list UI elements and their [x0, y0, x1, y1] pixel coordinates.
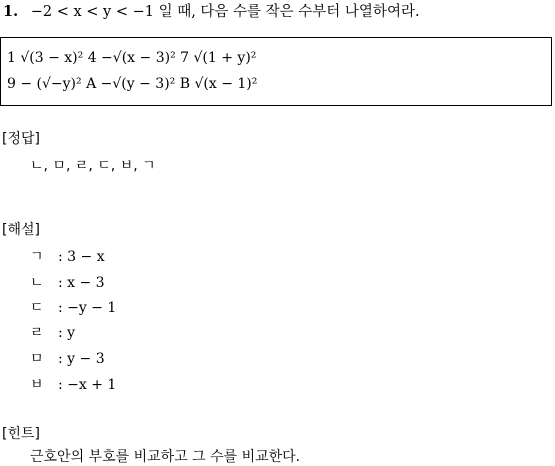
hint-heading: [힌트]	[2, 426, 40, 442]
explanation-heading: [해설]	[2, 222, 40, 238]
answer-heading: [정답]	[2, 131, 40, 147]
answer-text: ㄴ, ㅁ, ㄹ, ㄷ, ㅂ, ㄱ	[30, 158, 156, 174]
expression-line-1: 1 √(3 − x)² 4 −√(x − 3)² 7 √(1 + y)²	[7, 50, 257, 66]
item-value: : y − 3	[57, 351, 105, 367]
question-number: 1.	[3, 3, 19, 20]
explanation-item	[30, 348, 105, 368]
item-label: ㄹ	[30, 325, 44, 341]
explanation-item	[30, 246, 105, 266]
item-label: ㄴ	[30, 275, 44, 291]
explanation-item	[30, 374, 116, 394]
item-value: : x − 3	[57, 275, 105, 291]
item-label: ㄷ	[30, 300, 44, 316]
item-label: ㄱ	[30, 249, 44, 265]
question-line	[3, 0, 420, 21]
hint-text: 근호안의 부호를 비교하고 그 수를 비교한다.	[30, 449, 301, 465]
expression-box	[0, 37, 552, 106]
item-label: ㅂ	[30, 377, 44, 393]
explanation-item	[30, 322, 75, 342]
item-value: : −y − 1	[57, 300, 117, 316]
item-value: : y	[57, 325, 76, 341]
explanation-item	[30, 272, 105, 292]
item-value: : −x + 1	[57, 377, 117, 393]
question-text: −2 < x < y < −1 일 때, 다음 수를 작은 수부터 나열하여라.	[30, 4, 420, 20]
explanation-item	[30, 297, 116, 317]
expression-line-2: 9 − (√−y)² A −√(y − 3)² B √(x − 1)²	[7, 76, 258, 92]
item-label: ㅁ	[30, 351, 44, 367]
item-value: : 3 − x	[57, 249, 105, 265]
